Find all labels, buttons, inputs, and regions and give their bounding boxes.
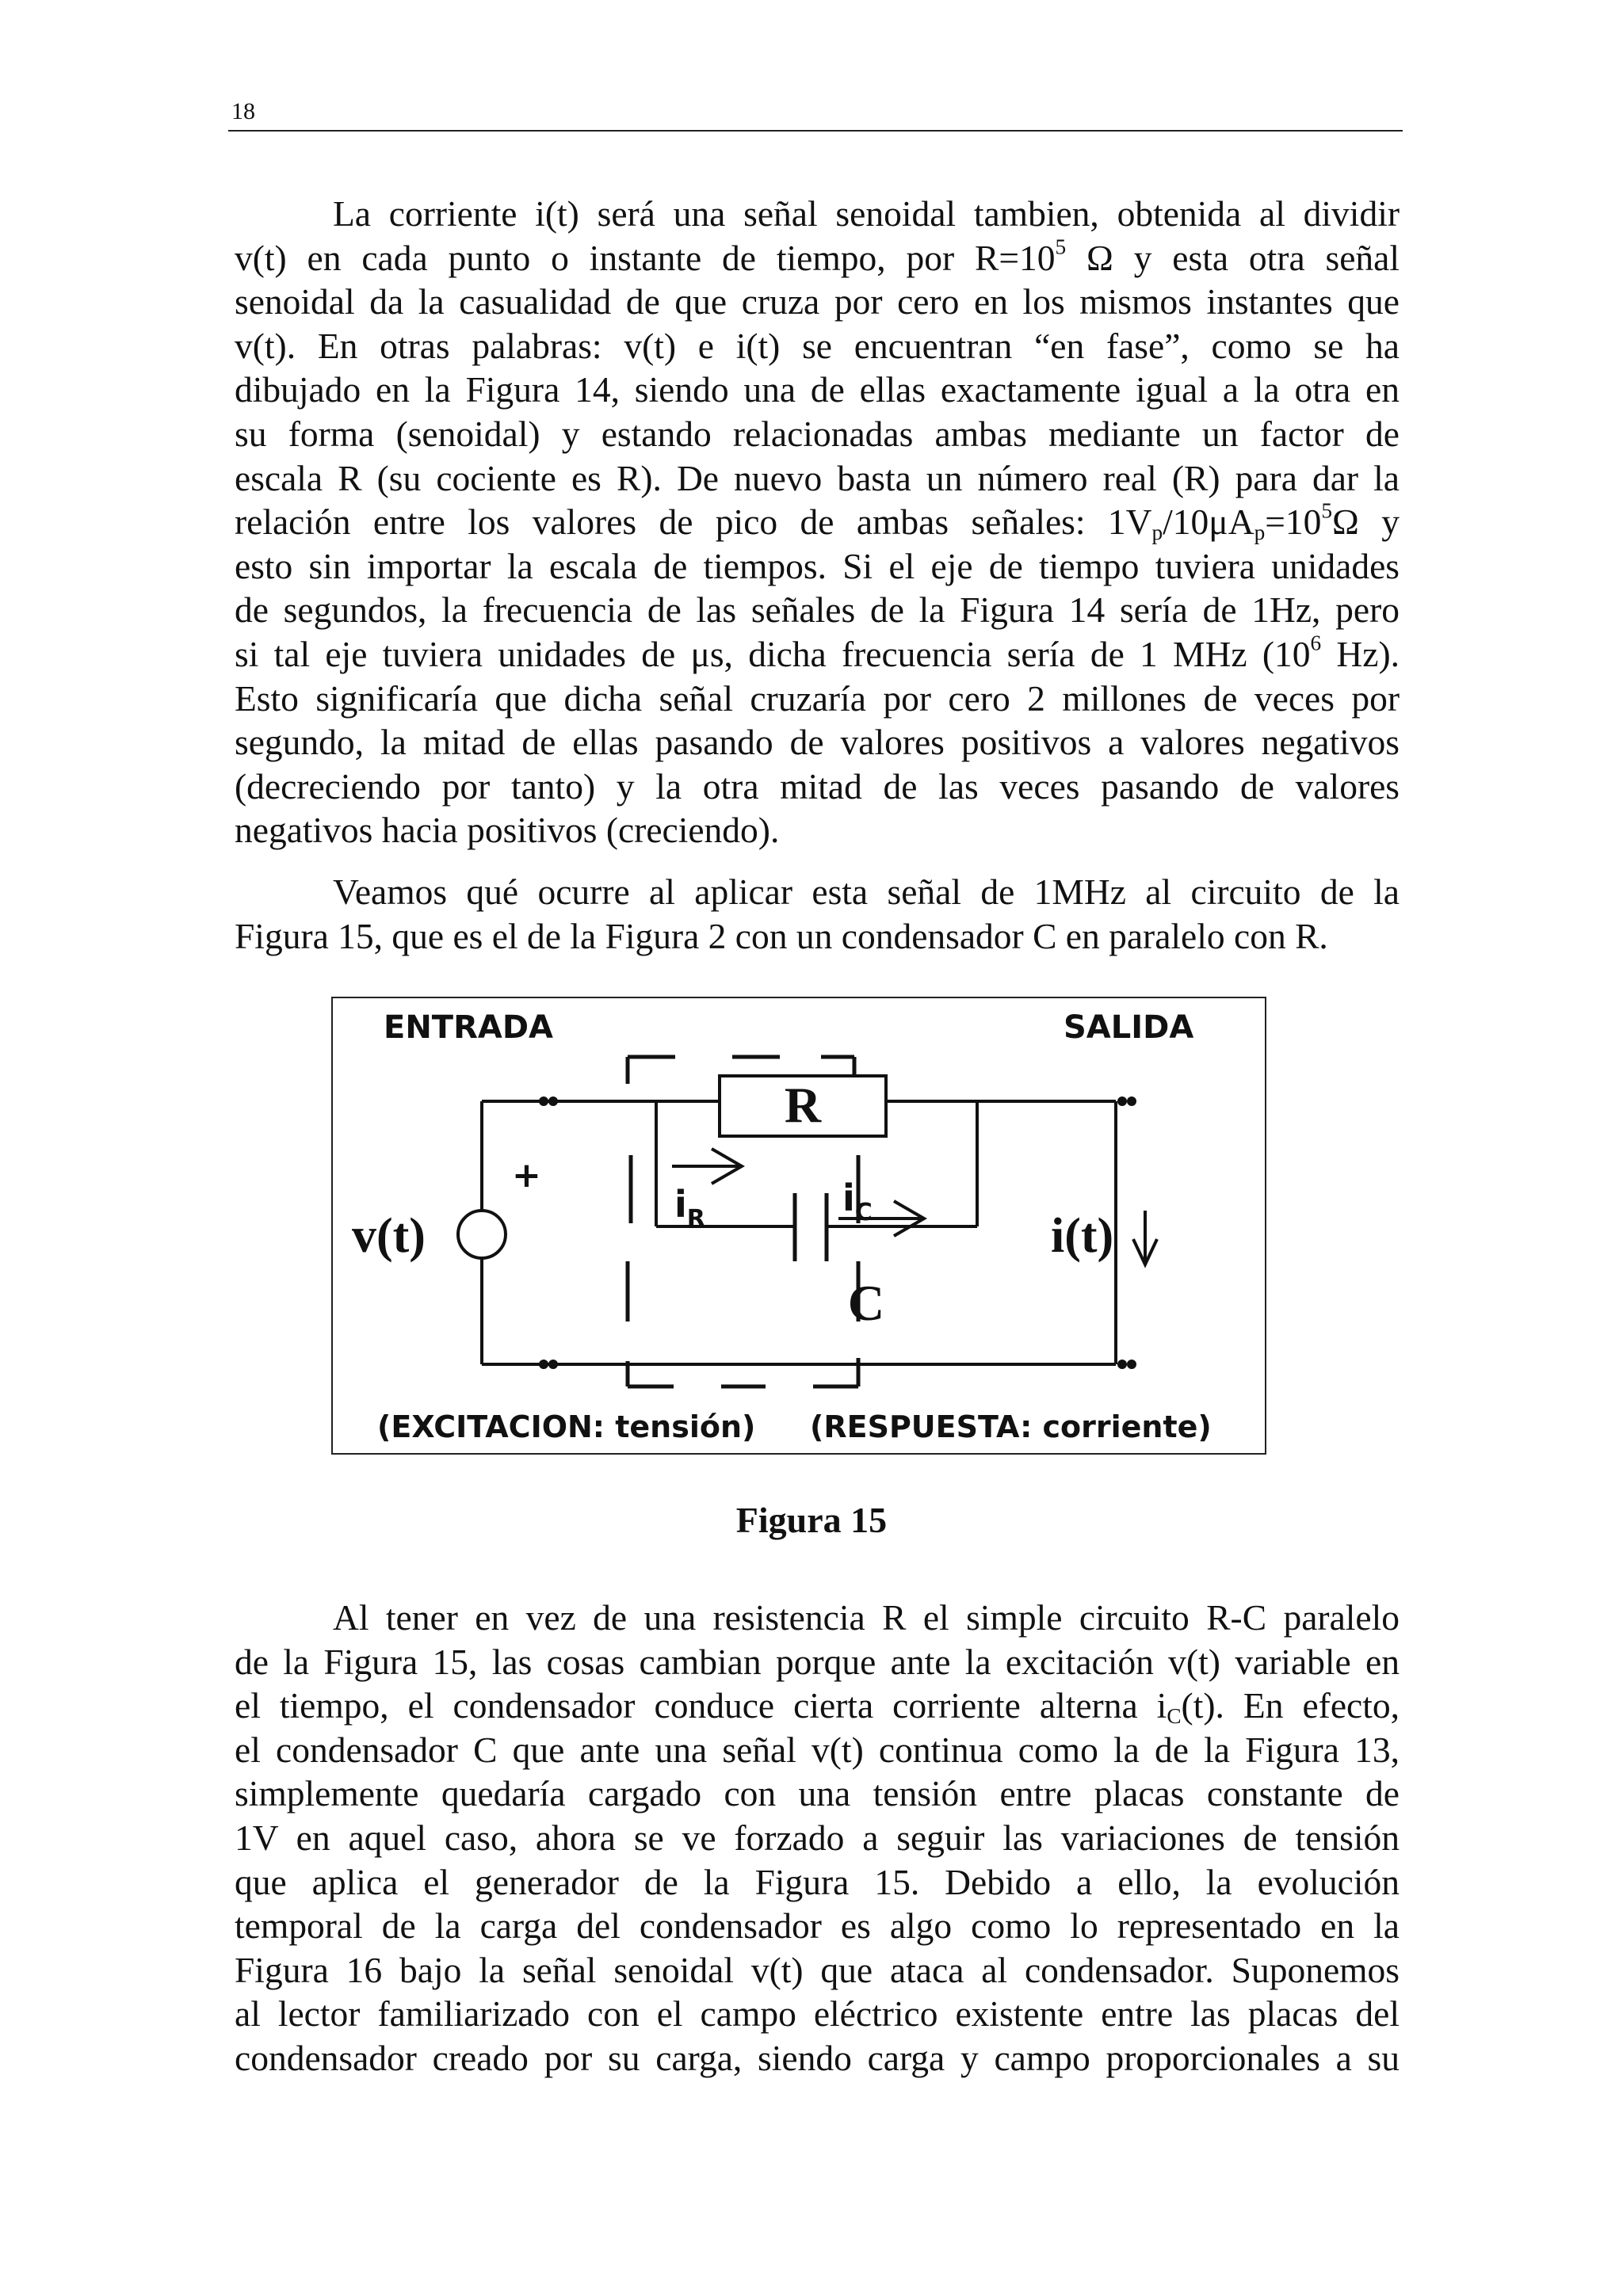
text-line: el tiempo, el condensador conduce cierta corriente alterna $i_C(t)$. En efecto, (235, 1685, 1400, 1728)
page-number: 18 (231, 98, 255, 124)
text-line: Figura 16 bajo la señal senoidal v(t) que ataca al condensador. Suponemos (235, 1949, 1400, 1990)
input-label: ENTRADA (384, 1009, 554, 1046)
text-line: segundo, la mitad de ellas pasando de valores positivos a valores negativos (235, 722, 1400, 763)
response-label: (RESPUESTA: corriente) (810, 1409, 1212, 1444)
output-label: SALIDA (1064, 1009, 1194, 1046)
text-line: La corriente i(t) será una señal senoidal tambien, obtenida al dividir (333, 193, 1400, 234)
text-line: v(t) en cada punto o instante de tiempo, por $R=10^5$ Ω y esta otra señal (235, 235, 1400, 278)
paragraph-3 (235, 1596, 1400, 2081)
plus-sign: + (512, 1155, 541, 1196)
ic-label: $i_C$ (842, 1177, 873, 1226)
excitation-label: (EXCITACION: tensión) (377, 1409, 756, 1444)
text-line: dibujado en la Figura 14, siendo una de ellas exactamente igual a la otra en (235, 369, 1400, 410)
text-line: (decreciendo por tanto) y la otra mitad de las veces pasando de valores (235, 765, 1400, 807)
ir-label: $i_R$ (674, 1183, 705, 1233)
text-line: Veamos qué ocurre al aplicar esta señal de 1MHz al circuito de la (333, 871, 1400, 912)
header-rule (228, 130, 1403, 132)
text-line: Al tener en vez de una resistencia R el simple circuito R-C paralelo (333, 1597, 1400, 1638)
resistor-label: R (784, 1077, 822, 1133)
text-line: temporal de la carga del condensador es algo como lo representado en la (235, 1905, 1400, 1947)
text-line: Esto significaría que dicha señal cruzaría por cero 2 millones de veces por (235, 677, 1400, 719)
circuit-diagram (331, 997, 1266, 1455)
text-line: si tal eje tuviera unidades de μs, dicha frecuencia sería de 1 MHz ($10^6$ Hz). (235, 631, 1400, 674)
text-line: Figura 15, que es el de la Figura 2 con un condensador C en paralelo con R. (235, 915, 1328, 956)
circuit-figure (331, 997, 1266, 1455)
text-line: de segundos, la frecuencia de las señales de la Figura 14 sería de 1Hz, pero (235, 589, 1400, 631)
source-label: v(t) (352, 1209, 426, 1263)
text-line: senoidal da la casualidad de que cruza por cero en los mismos instantes que (235, 281, 1400, 322)
text-line: escala R (su cociente es R). De nuevo basta un número real (R) para dar la (235, 457, 1400, 498)
text-line: relación entre los valores de pico de ambas señales: $1V_p/10\mu A_p=10^5\Omega$ y (235, 498, 1400, 544)
text-line: condensador creado por su carga, siendo carga y campo proporcionales a su (235, 2037, 1400, 2078)
output-current-label: i(t) (1051, 1209, 1114, 1263)
text-line: de la Figura 15, las cosas cambian porque ante la excitación v(t) variable en (235, 1641, 1400, 1682)
text-line: 1V en aquel caso, ahora se ve forzado a seguir las variaciones de tensión (235, 1817, 1400, 1858)
text-line: al lector familiarizado con el campo eléctrico existente entre las placas del (235, 1993, 1400, 2035)
text-line: v(t). En otras palabras: v(t) e i(t) se encuentran “en fase”, como se ha (235, 325, 1400, 366)
figure-caption: Figura 15 (735, 1500, 888, 1540)
text-line: su forma (senoidal) y estando relacionadas ambas mediante un factor de (235, 413, 1400, 454)
text-line: esto sin importar la escala de tiempos. Si el eje de tiempo tuviera unidades (235, 545, 1400, 586)
paragraph-1 (235, 192, 1400, 852)
capacitor-label: C (847, 1275, 885, 1331)
text-line: simplemente quedaría cargado con una tensión entre placas constante de (235, 1773, 1400, 1814)
paragraph-2 (235, 870, 1400, 958)
voltage-source-icon (458, 1211, 506, 1258)
text-line: el condensador C que ante una señal v(t) continua como la de la Figura 13, (235, 1729, 1400, 1770)
text-line: negativos hacia positivos (creciendo). (235, 810, 780, 851)
text-line: que aplica el generador de la Figura 15. Debido a ello, la evolución (235, 1861, 1400, 1902)
